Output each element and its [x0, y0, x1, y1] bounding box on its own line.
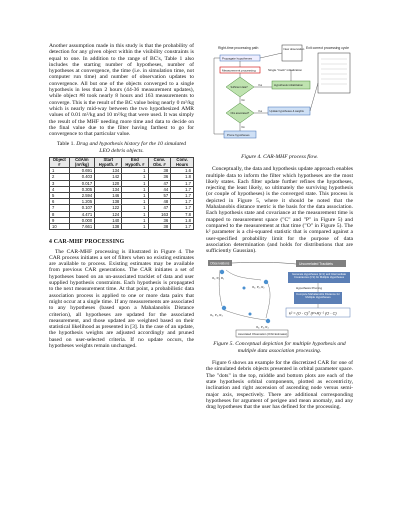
- table-cell: 8: [50, 211, 70, 217]
- table-header: Object #: [50, 158, 70, 168]
- fig4-no-1: No: [241, 99, 245, 102]
- table-cell: 38: [148, 168, 171, 174]
- table-cell: 6: [50, 199, 70, 205]
- paragraph-drag-assumption: Another assumption made in this study is that the probability of detection for any given object within the visibility constraints is equal to one. In addition to the range of BC's, Table 1 also includes the starting number of hypotheses, number of hypotheses at convergence, the time (i.e. in simulation time, not computer run time) and number of observation updates to convergence. All but one of the objects converged to a single hypothesis in less than 2 hours (44-36 measurement updates), while object #8 took nearly 8 hours and 163 measurements to converge. This is the result of the BC value being nearly 0 m²/kg which is nearly mid-way between the two hypothesized AMR values of 0.01 m²/kg and 10 m²/kg that were used. It was simply the result of the MHF needing more time and data to decide on the final value due to the filter having farthest to go for convergence to that particular value.: [49, 43, 194, 138]
- fig4-single-track-text: Single "track" initialization: [268, 68, 303, 72]
- table-cell: 7.661: [69, 224, 95, 230]
- table-cell: 1: [122, 224, 148, 230]
- table-cell: 134: [95, 168, 122, 174]
- table-cell: 1.6: [171, 168, 194, 174]
- fig5-uncorrelated-text: Uncorrelated Tracklets: [299, 262, 333, 267]
- table-header: End Hypoth. #: [122, 158, 148, 168]
- fig5-node-6: [249, 313, 252, 316]
- fig5-node-2-label: O₂, P₂, R₂: [252, 285, 265, 290]
- table-cell: 1: [122, 205, 148, 211]
- table-cell: 36: [148, 174, 171, 180]
- table-cell: 7.8: [171, 211, 194, 217]
- fig5-node-4: [266, 319, 270, 323]
- fig4-associated-text: Obs associated?: [230, 112, 250, 115]
- table-row: [50, 224, 194, 230]
- table-cell: 2: [50, 174, 70, 180]
- table-cell: 122: [95, 205, 122, 211]
- left-column: [49, 43, 194, 349]
- table-cell: 7: [50, 205, 70, 211]
- figure-4-caption: Figure 4. CAR-MHF process flow.: [241, 154, 318, 160]
- fig4-sufficient-text: Sufficient data?: [230, 86, 248, 89]
- table-cell: 36: [148, 217, 171, 223]
- table-cell: 3: [50, 180, 70, 186]
- fig5-hypotheses-text: Generate Hypotheses (k=1) and Intermediate Covariances (C'k) for Multiple Hypotheses: [291, 272, 346, 280]
- fig4-label-right: Exit correct processing cycle: [306, 46, 349, 50]
- table-cell: 0.305: [69, 186, 95, 192]
- fig5-node-4-label: O₄, P₄, R₄: [256, 325, 269, 330]
- fig4-yes-2: Yes: [258, 110, 263, 113]
- table-cell: 44: [148, 186, 171, 192]
- figure-5-caption: Figure 5. Conceptual depiction for multiple hypothesis and multiple data association processing.: [213, 341, 346, 354]
- fig5-node-3-label: O₃, P₃, R₃: [210, 313, 223, 318]
- table-cell: 1.8: [171, 217, 194, 223]
- table-cell: 1: [122, 217, 148, 223]
- table-cell: 120: [95, 180, 122, 186]
- table-cell: 1: [50, 168, 70, 174]
- table-cell: 2.594: [69, 193, 95, 199]
- table-cell: 47: [148, 205, 171, 211]
- fig5-observations-text: Observations: [210, 261, 230, 266]
- paragraph-figure-6: Figure 6 shows an example for the discretized CAR for one of the simulated debris objects presented in orbital parameter space. The "dots" in the top, middle and bottom plots are each of the state hypothesis orbital components, plotted as eccentricity, inclination and right ascension of ascending node versus semi-major axis, respectively. There are additional corresponding hypotheses for argument of perigee and mean anomaly, and any drag hypotheses that the user has defined for the processing.: [206, 360, 353, 411]
- table-cell: 57: [148, 193, 171, 199]
- table-cell: 1.7: [171, 193, 194, 199]
- table-cell: 0.000: [69, 217, 95, 223]
- fig5-node-5: [243, 287, 246, 290]
- fig4-measurement-text: Measurement processing: [222, 68, 256, 73]
- section-heading: 4 CAR-MHF PROCESSING: [49, 239, 125, 246]
- table-cell: 163: [148, 211, 171, 217]
- fig4-no-2: No: [241, 126, 245, 129]
- fig4-prune-text: Prune hypotheses: [227, 132, 250, 137]
- table-cell: 4.471: [69, 211, 95, 217]
- table-header: Start Hypoth. #: [95, 158, 122, 168]
- table-cell: 47: [148, 180, 171, 186]
- table-cell: 5: [50, 193, 70, 199]
- paragraph-concept: Conceptually, the data and hypothesis update approach enables multiple data to inform the filter which hypotheses are the most likely states. Each filter update further refines the hypotheses, rejecting the least likely, so ultimately the surviving hypothesis (or couple of hypotheses) is the converged state. This process is depicted in Figure 5, where it should be noted that the Mahalanobis distance metric is the basis for the data association. Each hypothesis state and covariance at the measurement time is mapped to measurement space ("C" and "P" in Figure 5) and compared to the measurement at that time ("O" in Figure 5). The k² parameter is a chi-squared statistic that is compared against a user-specified probability limit for the purpose of data association determination (and holds for distributions that are sufficiently Gaussian).: [206, 166, 353, 255]
- table-cell: 4: [50, 186, 70, 192]
- table-cell: 1.7: [171, 205, 194, 211]
- table-cell: 1.7: [171, 180, 194, 186]
- table-header: Conv. Obs. #: [148, 158, 171, 168]
- table-cell: 138: [95, 224, 122, 230]
- table-cell: 0.691: [69, 168, 95, 174]
- table-cell: 48: [148, 199, 171, 205]
- table-cell: 140: [95, 217, 122, 223]
- fig4-yes-1: Yes: [258, 84, 263, 87]
- fig4-label-left: Right-time processing path: [218, 46, 259, 50]
- table-cell: 0.017: [69, 180, 95, 186]
- hypothesis-history-table: [49, 157, 194, 230]
- figure-4-flowchart: [206, 43, 353, 151]
- fig5-mahal-text: Compute Mahalanobis Distance for Multiple Hypotheses: [296, 292, 340, 300]
- fig4-propagate-text: Propagate hypotheses: [222, 56, 253, 61]
- table-caption-text: Drag and hypothesis history for the 10 simulated LEO debris objects.: [76, 141, 187, 154]
- table-cell: 0.403: [69, 174, 95, 180]
- table-cell: 1.205: [69, 199, 95, 205]
- table-cell: 1: [122, 211, 148, 217]
- fig5-node-3: [222, 306, 226, 310]
- table-body: [50, 168, 194, 230]
- table-cell: 1.8: [171, 174, 194, 180]
- table-cell: 1.7: [171, 186, 194, 192]
- fig5-node-1-label: O₁, P₁, R₁: [212, 276, 225, 281]
- fig5-node-2: [264, 280, 268, 284]
- right-column: [206, 43, 353, 410]
- table-cell: 146: [95, 193, 122, 199]
- table-caption-label: Table 1.: [56, 141, 75, 148]
- fig4-new-obs-text: New observation: [283, 47, 305, 51]
- table-cell: 10: [50, 224, 70, 230]
- table-cell: 0.107: [69, 205, 95, 211]
- table-header: Conv. Hours: [171, 158, 194, 168]
- table-cell: 1: [122, 186, 148, 192]
- table-cell: 1: [122, 168, 148, 174]
- table-cell: 1: [122, 193, 148, 199]
- table-cell: 138: [95, 199, 122, 205]
- table-cell: 124: [95, 211, 122, 217]
- table-caption: [51, 141, 192, 154]
- fig4-hypo-init-text: Hypothesis initialization: [274, 83, 304, 87]
- table-cell: 38: [148, 224, 171, 230]
- fig5-pruning-text: Hypothesis Pruning: [296, 286, 323, 291]
- table-cell: 1.7: [171, 224, 194, 230]
- fig5-assoc-text: Associated Observation (Orbit Estimates): [238, 333, 288, 337]
- table-header-row: [50, 158, 194, 168]
- table-cell: 1: [122, 199, 148, 205]
- table-cell: 1: [122, 174, 148, 180]
- table-header: CdA/m (m²/kg): [69, 158, 95, 168]
- figure-5-diagram: [206, 258, 353, 338]
- table-cell: 1.7: [171, 199, 194, 205]
- fig4-update-text: Update hypotheses & weights: [269, 110, 304, 113]
- paragraph-car-mhf: The CAR-MHF processing is illustrated in Figure 4. The CAR process initiates a set of filters when no existing estimates are available to process. Existing estimates may be available from previous CAR generations. The CAR initiates a set of hypotheses based on an un-associated tracklet of data and user supplied hypothesis constraints. Each hypothesis is propagated to the next measurement time. At that point, a probabilistic data association process is applied to one or more data pairs that might occur at a single time. If any measurements are associated to any hypotheses (based upon a Mahalanobis Distance criterion), all hypotheses are updated for the associated measurement, and those updated are weighted based on their statistical likelihood as presented in [3]. In the case of an update, the hypothesis weights are adjusted accordingly and pruned based on user-selected criteria. If no update occurs, the hypotheses weights remain unchanged.: [49, 248, 194, 350]
- table-cell: 1: [122, 180, 148, 186]
- table-cell: 142: [95, 174, 122, 180]
- table-cell: 134: [95, 186, 122, 192]
- fig5-formula: k² = (O - C)ᵀ (P+R)⁻¹ (O - C): [289, 311, 337, 316]
- fig5-node-1: [220, 270, 224, 274]
- table-cell: 9: [50, 217, 70, 223]
